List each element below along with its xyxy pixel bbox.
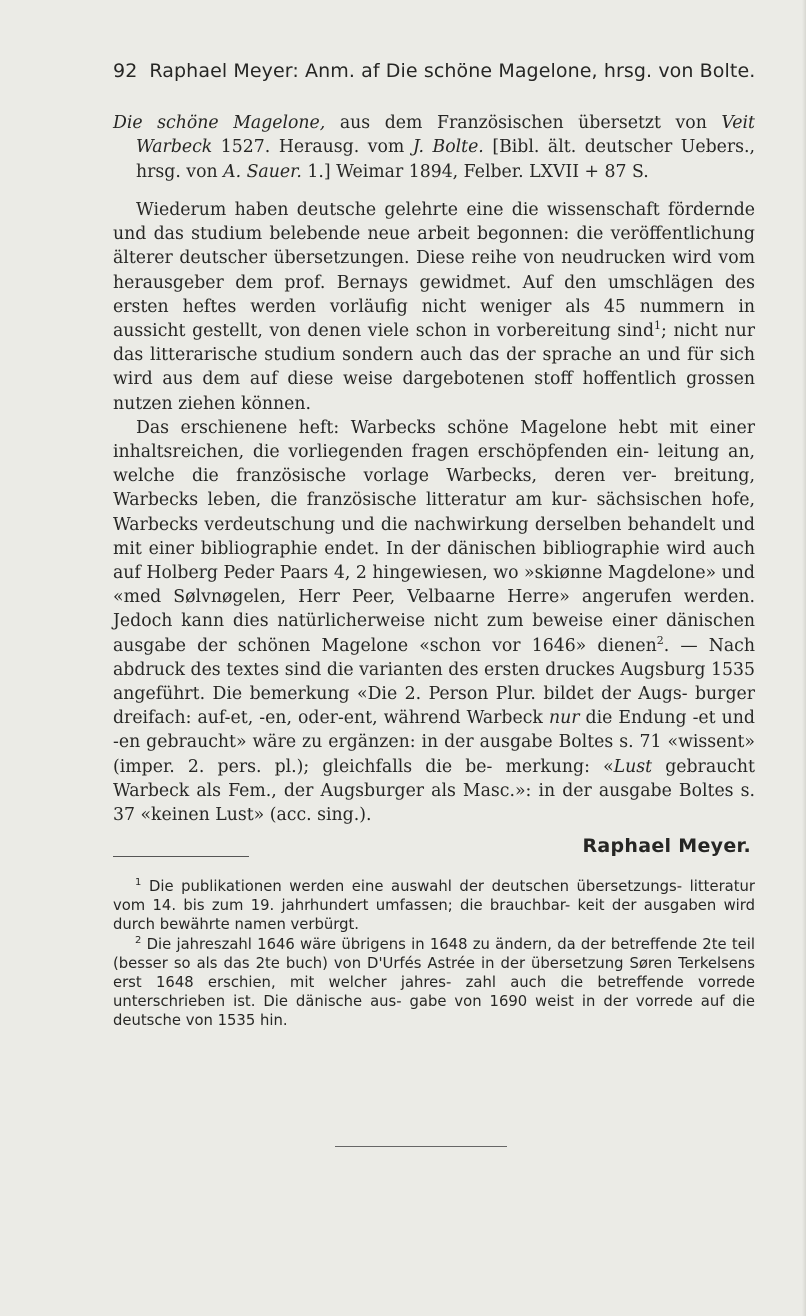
- series-editor-name: A. Sauer.: [223, 161, 302, 182]
- paragraph-2-text-b: . — Nach abdruck des textes sind die varianten des ersten druckes Augsburg 1535 angeführt. Die bemerkung «Die 2. Person Plur. bildet der Augs- burger dreifach: auf-et, -en, oder-ent, während Warbeck: [113, 635, 755, 729]
- running-header: [113, 60, 756, 82]
- running-title: Raphael Meyer: Anm. af Die schöne Magelone, hrsg. von Bolte.: [149, 60, 756, 82]
- footnote-2-text: Die jahreszahl 1646 wäre übrigens in 1648 zu ändern, da der betreffende 2te teil (besser so als das 2te buch) von D'Urfés Astrée in der übersetzung Søren Terkelsens erst 1648 erschien, mit welcher jahres- zahl auch die betreffende vorrede unterschrieben ist. Die dänische aus- gabe von 1690 weist in der vorrede auf die deutsche von 1535 hin.: [113, 935, 755, 1030]
- italic-lust: Lust: [613, 756, 653, 777]
- entry-text-1: aus dem Französischen übersetzt von: [325, 113, 722, 133]
- author-name: Veit Warbeck: [136, 113, 755, 158]
- paragraph-2-text-d: gebraucht Warbeck als Fem., der Augsburger als Masc.»: in der ausgabe Boltes s. 37 «keinen Lust» (acc. sing.).: [113, 756, 756, 825]
- footnotes: [113, 877, 755, 1031]
- footnote-1-text: Die publikationen werden eine auswahl der deutschen übersetzungs- litteratur vom 14. bis zum 19. jahrhundert umfassen; die brauchbar- keit der ausgaben wird durch bewährte namen verbürgt.: [113, 878, 755, 934]
- entry-text-4: 1.] Weimar 1894, Felber. LXVII + 87 S.: [301, 161, 649, 182]
- footnote-1-marker: 1: [135, 877, 142, 889]
- paragraph-1-text-b: ; nicht nur das litterarische studium sondern auch das der sprache an und für sich wird aus dem auf diese weise dargebotenen stoff hoffentlich grossen nutzen ziehen können.: [113, 320, 756, 414]
- footnote-ref-1: 1: [654, 319, 662, 333]
- entry-text-2: 1527. Herausg. vom: [212, 137, 413, 158]
- entry-text-3: [Bibl. ält. deutscher Uebers., hrsg. von: [136, 137, 755, 182]
- footnote-1: [113, 877, 755, 935]
- paragraph-1-text-a: Wiederum haben deutsche gelehrte eine die wissenschaft fördernde und das studium belebende neue arbeit begonnen: die veröffentlichung älterer deutscher übersetzungen. Diese reihe von neudrucken wird vom herausgeber dem prof. Bernays gewidmet. Auf den umschlägen des ersten heftes werden vorläufig nicht weniger als 45 nummern in aussicht gestellt, von denen viele schon in vorbereitung sind: [113, 199, 755, 341]
- footnote-ref-2: 2: [656, 633, 664, 647]
- paragraph-1: [113, 198, 755, 416]
- book-title: Die schöne Magelone,: [113, 113, 326, 133]
- paragraph-2: [113, 416, 755, 827]
- end-rule: [335, 1146, 507, 1147]
- author-signature: Raphael Meyer.: [582, 835, 751, 858]
- footnote-2: [113, 935, 755, 1031]
- main-text: [113, 111, 755, 859]
- bibliographic-entry: [113, 111, 755, 184]
- italic-nur: nur: [548, 708, 580, 729]
- paragraph-2-text-a: Das erschienene heft: Warbecks schöne Magelone hebt mit einer inhaltsreichen, die vorliegenden fragen erschöpfenden ein- leitung an, welche die französische vorlage Warbecks, deren ver- breitung, Warbecks leben, die französische litteratur am kur- sächsischen hofe, Warbecks verdeutschung und die nachwirkung derselben behandelt und mit einer bibliographie endet. In der dänischen bibliographie wird auch auf Holberg Peder Paars 4, 2 hingewiesen, wo »skiønne Magdelone» und «med Sølvnøgelen, Herr Peer, Velbaarne Herre» angerufen werden. Jedoch kann dies natürlicherweise nicht zum beweise einer dänischen ausgabe der schönen Magelone «schon vor 1646» dienen: [113, 417, 755, 656]
- paragraph-2-text-c: die Endung -et und -en gebraucht» wäre zu ergänzen: in der ausgabe Boltes s. 71 «wissent» (imper. 2. pers. pl.); gleichfalls die be- merkung: «: [113, 708, 755, 777]
- footnote-divider: [113, 856, 249, 857]
- editor-name: J. Bolte.: [412, 137, 484, 158]
- page-number: 92: [113, 60, 138, 82]
- page-edge: [802, 0, 806, 1316]
- footnote-2-marker: 2: [135, 934, 142, 946]
